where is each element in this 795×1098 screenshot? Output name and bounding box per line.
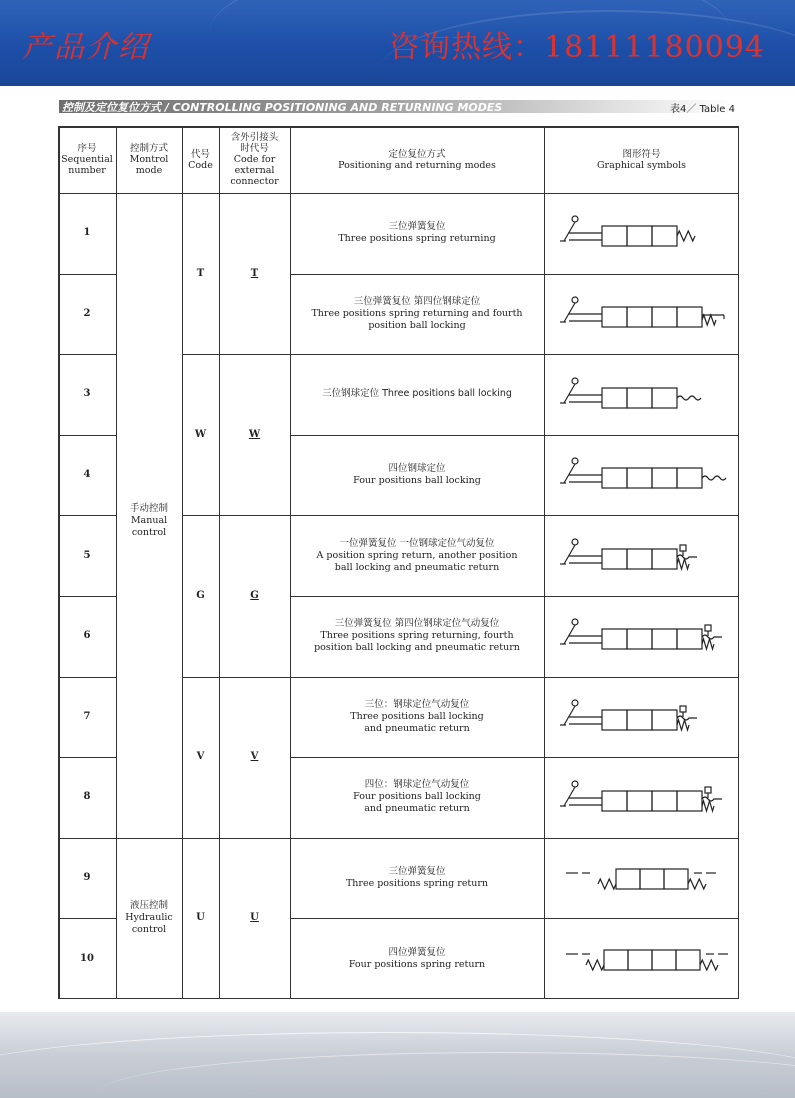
graphical-symbol (556, 611, 736, 661)
row-number (58, 354, 116, 435)
row-number (58, 274, 116, 355)
text-line: and pneumatic return (364, 722, 470, 734)
text-line: Three positions spring returning, fourth (320, 630, 514, 642)
row-number-text: 1 (83, 227, 91, 239)
external-code-cell (219, 838, 290, 999)
positioning-mode-cn: 四位钢球定位 (388, 463, 446, 475)
graphical-symbol (556, 450, 736, 500)
graphical-symbol (556, 208, 736, 258)
text-line: Code (188, 159, 213, 171)
banner-title: 产品介绍 (22, 30, 150, 65)
text-line: external (234, 165, 275, 176)
positioning-mode (290, 193, 544, 274)
modes-table (58, 126, 739, 999)
external-code-text: G (250, 589, 259, 601)
graphical-symbol (556, 289, 736, 339)
text-line: Four positions spring return (348, 958, 486, 970)
external-code-text: V (250, 751, 259, 763)
positioning-mode-cn: 四位：钢球定位气动复位 (364, 779, 470, 791)
graphical-symbol (556, 853, 736, 903)
text-line: control (131, 924, 167, 936)
mode-hydraulic (116, 838, 182, 999)
header-pos (290, 126, 544, 193)
table-border-right (738, 126, 740, 999)
row-number (58, 193, 116, 274)
graphical-symbol (556, 934, 736, 984)
header-banner (0, 0, 795, 86)
footer-decoration (0, 1012, 795, 1098)
code-cell (182, 354, 219, 515)
external-code-cell (219, 515, 290, 676)
row-number-text: 2 (83, 307, 91, 319)
row-number (58, 918, 116, 999)
text-line: position ball locking and pneumatic return (314, 642, 520, 654)
row-number-text: 6 (83, 630, 91, 642)
positioning-mode-cn: 三位：钢球定位气动复位 (364, 698, 470, 710)
external-code-text: T (250, 267, 259, 279)
code-text: T (196, 267, 205, 279)
graphical-symbol (556, 773, 736, 823)
external-code-text: U (250, 912, 259, 924)
row-number (58, 515, 116, 596)
external-code-cell (219, 354, 290, 515)
text-line: 代号 (190, 148, 210, 160)
code-cell (182, 515, 219, 676)
positioning-mode-cn: 三位钢球定位 Three positions ball locking (322, 388, 512, 400)
row-number-text: 10 (80, 952, 94, 964)
text-line: number (68, 165, 106, 176)
text-line: and pneumatic return (364, 803, 470, 815)
text-line: Hydraulic (125, 912, 173, 924)
row-number-text: 7 (83, 710, 91, 722)
code-cell (182, 193, 219, 354)
positioning-mode-cn: 四位弹簧复位 (388, 946, 446, 958)
text-line: Manual (130, 515, 168, 527)
text-line: Three positions spring return (345, 878, 489, 890)
external-code-cell (219, 193, 290, 354)
text-line: Code for (233, 154, 276, 165)
mode-manual (116, 193, 182, 838)
text-line: Four positions ball locking (353, 475, 481, 487)
text-line: position ball locking (368, 319, 466, 331)
graphical-symbol (556, 692, 736, 742)
external-code-text: W (248, 428, 261, 440)
text-line: 定位复位方式 (388, 148, 446, 160)
text-line: Graphical symbols (596, 159, 687, 171)
positioning-mode-cn: 三位弹簧复位 (388, 866, 446, 878)
positioning-mode (290, 435, 544, 516)
text-line: Three positions spring returning (338, 233, 496, 245)
header-sym (544, 126, 739, 193)
positioning-mode-cn: 三位弹簧复位 第四位钢球定位 (353, 295, 481, 307)
section-title: 控制及定位复位方式 / CONTROLLING POSITIONING AND RETURNING MODES (62, 101, 503, 114)
text-line: Three positions ball locking (350, 710, 484, 722)
positioning-mode-cn: 一位弹簧复位 一位钢球定位气动复位 (339, 537, 495, 549)
text-line: 手动控制 (129, 503, 168, 515)
row-number-text: 5 (83, 549, 91, 561)
text-line: mode (135, 165, 163, 176)
graphical-symbol (556, 370, 736, 420)
row-number (58, 596, 116, 677)
code-cell (182, 677, 219, 838)
row-number-text: 8 (83, 791, 91, 803)
row-number-text: 9 (83, 872, 91, 884)
positioning-mode (290, 274, 544, 355)
row-number (58, 677, 116, 758)
text-line: ball locking and pneumatic return (334, 561, 500, 573)
positioning-mode (290, 596, 544, 677)
text-line: Three positions spring returning and fourth (311, 307, 523, 319)
external-code-cell (219, 677, 290, 838)
text-line: 图形符号 (622, 148, 661, 160)
row-number (58, 435, 116, 516)
positioning-mode (290, 918, 544, 999)
row-number-text: 3 (83, 388, 91, 400)
text-line: 控制方式 (129, 143, 168, 154)
positioning-mode-cn: 三位弹簧复位 (388, 221, 446, 233)
text-line: 序号 (77, 143, 97, 154)
row-number (58, 838, 116, 919)
code-text: W (194, 428, 207, 440)
row-number-text: 4 (83, 469, 91, 481)
column-divider (544, 126, 545, 999)
text-line: 液压控制 (129, 900, 168, 912)
positioning-mode (290, 838, 544, 919)
positioning-mode (290, 757, 544, 838)
header-ext (219, 126, 290, 193)
code-text: V (196, 751, 205, 763)
table-number: 表4／ Table 4 (670, 104, 735, 115)
positioning-mode-cn: 三位弹簧复位 第四位钢球定位气动复位 (334, 618, 500, 630)
text-line: control (131, 527, 167, 539)
text-line: 时代号 (240, 143, 269, 154)
row-number (58, 757, 116, 838)
header-code (182, 126, 219, 193)
header-seq (58, 126, 116, 193)
text-line: 含外引接头 (230, 132, 279, 143)
text-line: connector (230, 176, 279, 187)
text-line: Montrol (129, 154, 169, 165)
code-text: G (196, 589, 205, 601)
graphical-symbol (556, 531, 736, 581)
positioning-mode (290, 354, 544, 435)
positioning-mode (290, 677, 544, 758)
text-line: Positioning and returning modes (338, 159, 496, 171)
header-mode (116, 126, 182, 193)
positioning-mode (290, 515, 544, 596)
text-line: A position spring return, another position (316, 549, 518, 561)
code-cell (182, 838, 219, 999)
code-text: U (196, 912, 205, 924)
hotline-text: 咨询热线：18111180094 (389, 30, 765, 65)
text-line: Four positions ball locking (353, 791, 481, 803)
text-line: Sequential (61, 154, 113, 165)
